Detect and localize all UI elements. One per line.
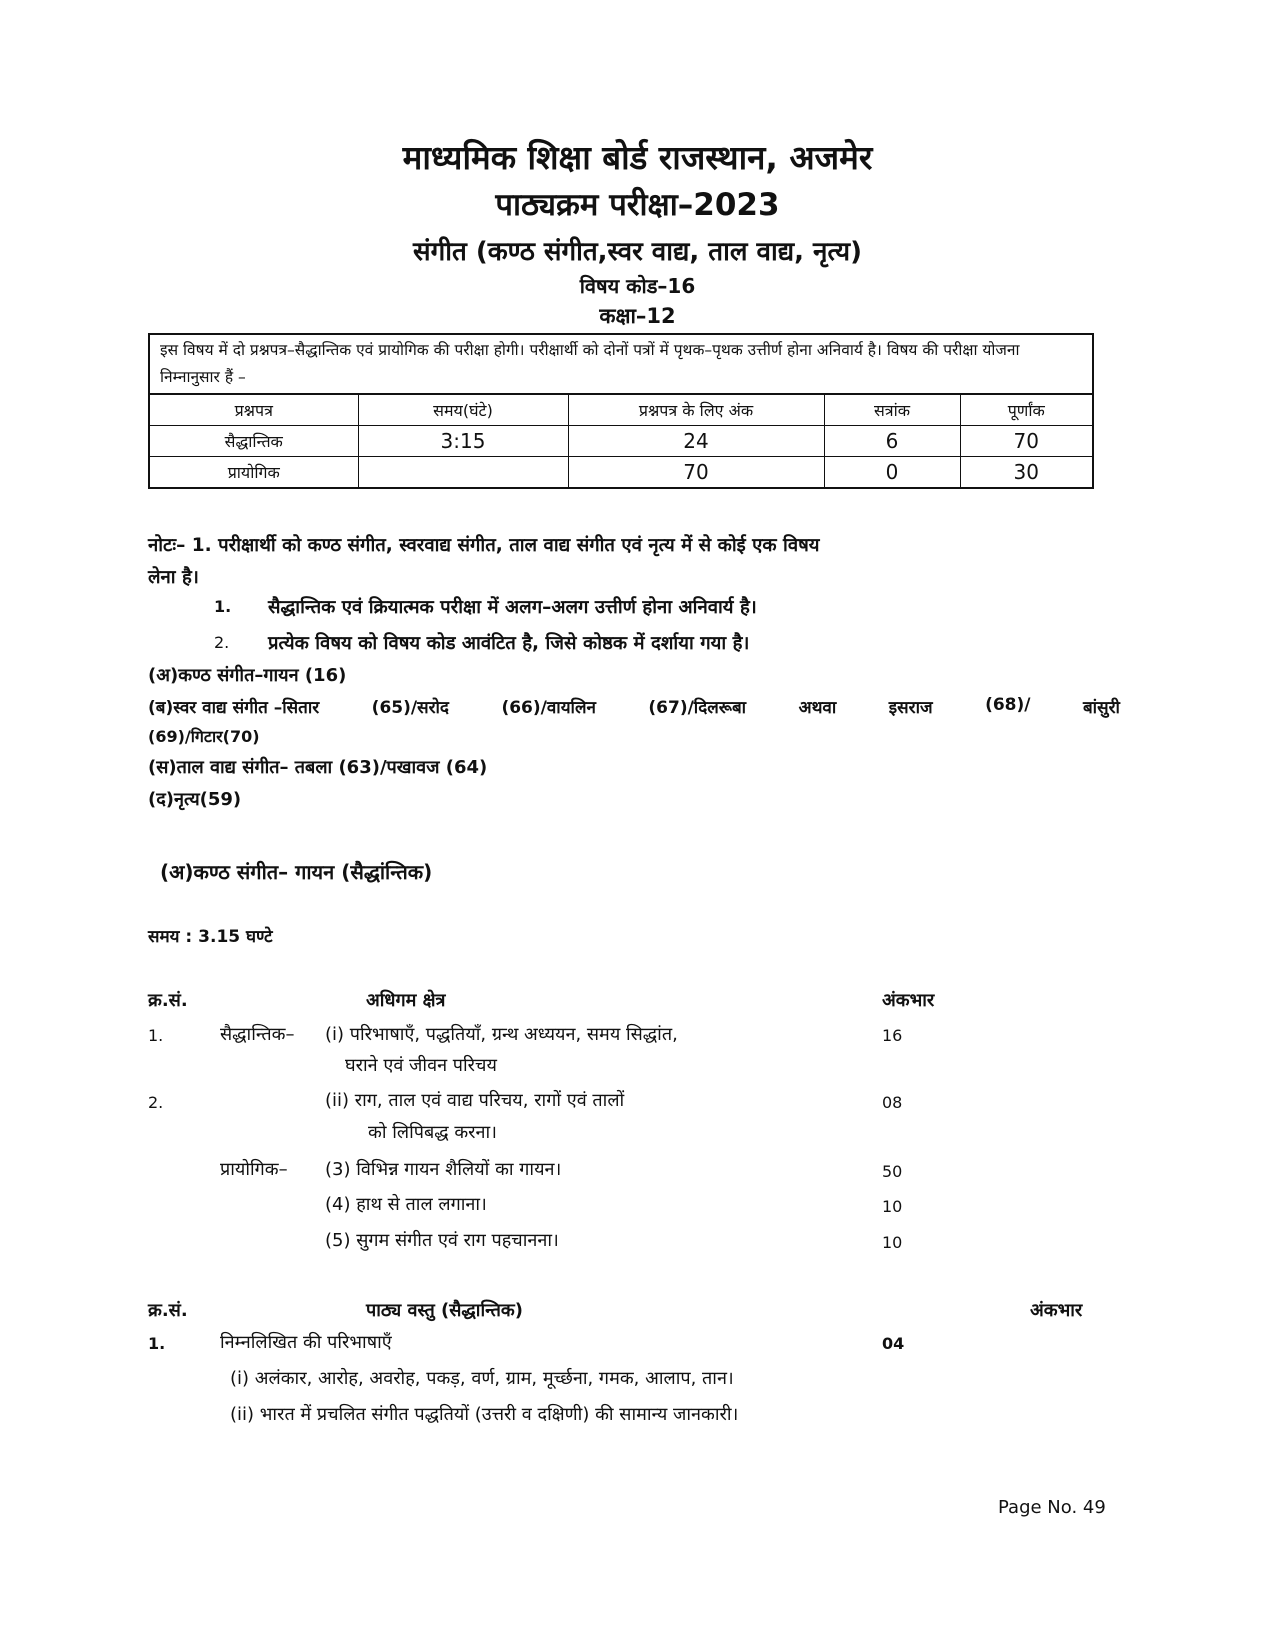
- weightage-row-sno: 1.: [148, 1026, 164, 1045]
- note-1-line-1: नोटः– 1. परीक्षार्थी को कण्ठ संगीत, स्वरवाद्य संगीत, ताल वाद्य संगीत एवं नृत्य में से कोई एक विषय: [148, 535, 820, 556]
- scheme-intro: इस विषय में दो प्रश्नपत्र–सैद्धान्तिक एवं प्रायोगिक की परीक्षा होगी। परीक्षार्थी को दोनों पत्रों में पृथक–पृथक उत्तीर्ण होना अनिवार्य है। विषय की परीक्षा योजना निम्नानुसार हैं –: [150, 335, 1092, 395]
- exam-scheme-box: [148, 333, 1094, 489]
- section-title: (अ)कण्ठ संगीत– गायन (सैद्धांन्तिक): [160, 860, 433, 884]
- content-item-marks: 04: [882, 1334, 905, 1353]
- board-title: माध्यमिक शिक्षा बोर्ड राजस्थान, अजमेर: [402, 138, 873, 177]
- exam-scheme-table: [150, 395, 1092, 487]
- subject-b-part: (65)/सरोद: [371, 698, 449, 718]
- table-cell: [358, 457, 568, 488]
- content-subitem: (ii) भारत में प्रचलित संगीत पद्धतियों (उत्तरी व दक्षिणी) की सामान्य जानकारी।: [230, 1404, 739, 1425]
- weightage-row-text: (i) परिभाषाएँ, पद्धतियाँ, ग्रन्थ अध्ययन, समय सिद्धांत,: [325, 1024, 678, 1045]
- content-col-sno: क्र.सं.: [148, 1300, 188, 1321]
- note-3-number: 2.: [214, 633, 230, 652]
- subject-b-part: (ब)स्वर वाद्य संगीत –सितार: [148, 698, 320, 718]
- weightage-row-marks: 08: [882, 1093, 903, 1112]
- subject-b-line-2: (69)/गिटार(70): [148, 727, 260, 746]
- table-cell: 0: [824, 457, 960, 488]
- table-row: [150, 426, 1092, 457]
- weightage-row-text: (5) सुगम संगीत एवं राग पहचानना।: [325, 1230, 559, 1251]
- weightage-row-marks: 16: [882, 1026, 903, 1045]
- subject-code: विषय कोड–16: [579, 274, 696, 298]
- subject-title: संगीत (कण्ठ संगीत,स्वर वाद्य, ताल वाद्य, नृत्य): [413, 237, 862, 267]
- subject-b-part: बांसुरी: [1082, 698, 1120, 718]
- table-cell: 24: [568, 426, 824, 457]
- note-2-number: 1.: [214, 597, 232, 616]
- table-cell: 70: [568, 457, 824, 488]
- subject-b-part: (68)/: [985, 695, 1031, 715]
- weightage-row-sno: 2.: [148, 1093, 164, 1112]
- content-item-title: निम्नलिखित की परिभाषाएँ: [220, 1332, 392, 1353]
- weightage-row-marks: 10: [882, 1197, 903, 1216]
- weightage-row-text: (3) विभिन्न गायन शैलियों का गायन।: [325, 1159, 562, 1180]
- weightage-row-label: सैद्धान्तिक–: [220, 1024, 295, 1045]
- column-header: समय(घंटे): [358, 395, 568, 426]
- content-subitem: (i) अलंकार, आरोह, अवरोह, पकड़, वर्ण, ग्राम, मूर्च्छना, गमक, आलाप, तान।: [230, 1368, 734, 1389]
- weightage-row-text-2: घराने एवं जीवन परिचय: [345, 1055, 497, 1076]
- weightage-col-area: अधिगम क्षेत्र: [366, 990, 446, 1011]
- table-header-row: [150, 395, 1092, 426]
- exam-time: समय : 3.15 घण्टे: [148, 927, 273, 947]
- subject-b-part: इसराज: [888, 698, 933, 718]
- subject-d: (द)नृत्य(59): [148, 789, 242, 810]
- page-number: Page No. 49: [998, 1497, 1106, 1518]
- table-cell: 30: [960, 457, 1092, 488]
- weightage-row-text: (4) हाथ से ताल लगाना।: [325, 1194, 487, 1215]
- weightage-row-label: प्रायोगिक–: [220, 1159, 288, 1180]
- content-col-marks: अंकभार: [1030, 1300, 1083, 1321]
- column-header: प्रश्नपत्र के लिए अंक: [568, 395, 824, 426]
- weightage-col-sno: क्र.सं.: [148, 990, 188, 1011]
- note-2-text: सैद्धान्तिक एवं क्रियात्मक परीक्षा में अलग–अलग उत्तीर्ण होना अनिवार्य है।: [268, 597, 757, 618]
- class-label: कक्षा–12: [599, 304, 676, 328]
- column-header: प्रश्नपत्र: [150, 395, 358, 426]
- subject-b-part: अथवा: [798, 698, 837, 718]
- subject-b-part: (66)/वायलिन: [501, 698, 596, 718]
- weightage-row-text-2: को लिपिबद्ध करना।: [368, 1122, 498, 1143]
- note-3-text: प्रत्येक विषय को विषय कोड आवंटित है, जिसे कोष्ठक में दर्शाया गया है।: [268, 633, 750, 654]
- weightage-row-marks: 50: [882, 1162, 903, 1181]
- column-header: पूर्णांक: [960, 395, 1092, 426]
- weightage-row-text: (ii) राग, ताल एवं वाद्य परिचय, रागों एवं तालों: [325, 1090, 625, 1111]
- table-cell: 3:15: [358, 426, 568, 457]
- weightage-row-marks: 10: [882, 1233, 903, 1252]
- subject-a: (अ)कण्ठ संगीत–गायन (16): [148, 665, 347, 686]
- column-header: सत्रांक: [824, 395, 960, 426]
- syllabus-title: पाठ्यक्रम परीक्षा–2023: [495, 187, 780, 223]
- table-cell: 6: [824, 426, 960, 457]
- note-1-line-2: लेना है।: [148, 567, 199, 588]
- weightage-col-marks: अंकभार: [882, 990, 935, 1011]
- table-row: [150, 457, 1092, 488]
- content-item-sno: 1.: [148, 1334, 166, 1353]
- content-col-title: पाठ्य वस्तु (सैद्धान्तिक): [366, 1300, 523, 1321]
- table-cell: सैद्धान्तिक: [150, 426, 358, 457]
- table-cell: 70: [960, 426, 1092, 457]
- table-cell: प्रायोगिक: [150, 457, 358, 488]
- subject-c: (स)ताल वाद्य संगीत– तबला (63)/पखावज (64): [148, 757, 488, 778]
- subject-b-line-1: [148, 695, 1120, 718]
- subject-b-part: (67)/दिलरूबा: [648, 698, 747, 718]
